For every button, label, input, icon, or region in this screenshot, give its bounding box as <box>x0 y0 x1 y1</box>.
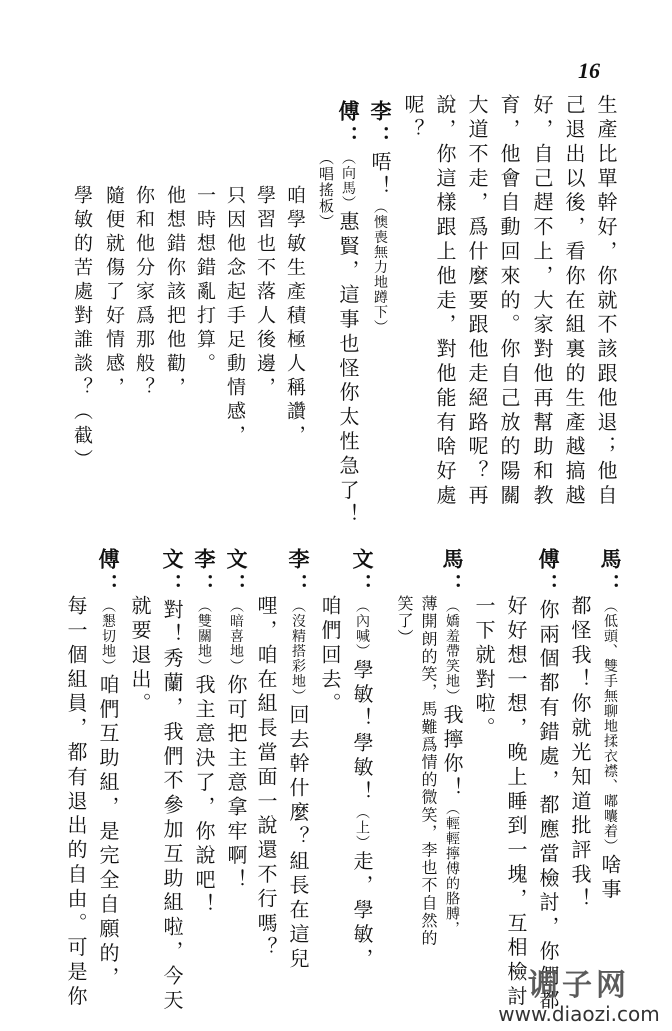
page-number: 16 <box>578 58 600 83</box>
speaker-label: 馬： <box>440 548 465 599</box>
stage-direction: （輕輕擰傅的胳膊， <box>444 801 460 937</box>
dialogue-line: 每一個組員，都有退出的自由。可是你 <box>64 595 88 1010</box>
stage-direction: （懇切地） <box>100 598 116 674</box>
prose-line: 生產比單幹好，你就不該跟他退；他自 <box>594 94 618 509</box>
prose-line: 呢？ <box>401 94 425 143</box>
prose-line: 大道不走，爲什麼要跟他走絕路呢？再 <box>465 94 489 509</box>
dialogue-text: 學敏！學敏！ <box>350 658 374 806</box>
speaker-label: 文： <box>160 548 185 599</box>
dialogue-line: 就要退出。 <box>128 595 152 717</box>
stage-direction: （暗喜地） <box>228 598 244 674</box>
song-line: 咱學敏生產積極人稱讚， <box>284 185 306 449</box>
stage-direction: 笑了） <box>395 595 414 646</box>
dialogue-text: 對！秀蘭，我們不參加互助組啦，今天 <box>160 598 184 1014</box>
stage-direction: （沒精搭彩地） <box>290 598 306 704</box>
stage-direction: （上） <box>354 805 370 851</box>
prose-line: 說，你這樣跟上他走，對他能有啥好處 <box>433 94 457 509</box>
dialogue-text: 你可把主意拿牢啊！ <box>224 673 248 894</box>
dialogue-text: 咱們互助組，是完全自願的， <box>96 673 120 992</box>
song-line: 你和他分家爲那般？ <box>133 185 155 401</box>
dialogue-line: 咱們回去。 <box>318 595 342 717</box>
dialogue-line: 都怪我！你就光知道批評我！ <box>568 595 592 913</box>
song-direction: （唱搖板） <box>317 150 335 230</box>
stage-direction: （向馬） <box>340 150 356 211</box>
site-watermark <box>486 960 672 1026</box>
dialogue-wen <box>224 548 249 894</box>
speaker-label: 文： <box>350 548 375 599</box>
speaker-label: 傅： <box>96 548 121 599</box>
watermark-url: www.diaozi.com <box>498 1002 660 1026</box>
dialogue-text: 回去幹什麼？組長在這兒 <box>286 703 310 973</box>
speaker-label: 文： <box>224 548 249 599</box>
dialogue-line: 好好想一想，晚上睡到一塊，互相檢討 <box>504 595 528 1010</box>
stage-direction: 薄開朗的笑，馬難爲情的微笑，李也不自然的 <box>419 595 438 947</box>
stage-direction: （低頭、雙手無聊地揉衣襟、嘟囔着） <box>602 598 618 854</box>
speaker-label: 傅： <box>536 548 561 599</box>
speaker-label: 李： <box>192 548 217 599</box>
stage-direction: （內喊） <box>354 598 370 659</box>
dialogue-wen <box>350 548 375 973</box>
song-line: 一時想錯亂打算。 <box>194 185 216 377</box>
speaker-label: 馬： <box>598 548 623 599</box>
dialogue-fu <box>336 100 361 529</box>
watermark-logo-text: 调子网 <box>528 968 630 1003</box>
dialogue-text: 走，學敏， <box>350 850 374 973</box>
speaker-label: 李： <box>286 548 311 599</box>
song-line: 只因他念起手足動情感， <box>224 185 246 449</box>
stage-direction: （懊喪無力地蹲下） <box>372 199 388 335</box>
speaker-label: 李： <box>368 100 393 151</box>
dialogue-text: 唔！ <box>368 150 392 200</box>
dialogue-ma <box>598 548 623 903</box>
song-line: 隨便就傷了好情感， <box>103 185 125 401</box>
dialogue-li <box>192 548 217 918</box>
dialogue-line: 哩，咱在組長當面一說還不行嗎？ <box>254 595 278 961</box>
prose-line: 好，自己趕不上，大家對他再幫助和教 <box>530 94 554 509</box>
dialogue-fu <box>536 548 561 1014</box>
dialogue-li <box>368 100 393 335</box>
dialogue-ma <box>440 548 465 937</box>
dialogue-wen <box>160 548 185 1014</box>
stage-direction: （雙關地） <box>196 598 212 674</box>
dialogue-fu <box>96 548 121 992</box>
stage-direction: （嬌羞帶笑地） <box>444 598 460 704</box>
dialogue-text: 你兩個都有錯處，都應當檢討，你們都 <box>536 598 560 1014</box>
dialogue-li <box>286 548 311 973</box>
dialogue-text: 啥事 <box>598 853 622 903</box>
dialogue-text: 我擰你！ <box>440 703 464 802</box>
song-line: 他想錯你該把他勸， <box>164 185 186 401</box>
dialogue-text: 我主意決了，你說吧！ <box>192 673 216 918</box>
song-line: 學敏的苦處對誰談？（截） <box>71 185 93 473</box>
prose-line: 育，他會自動回來的。你自己放的陽關 <box>497 94 521 509</box>
prose-line: 己退出以後，看你在組裏的生產越搞越 <box>562 94 586 509</box>
speaker-label: 傅： <box>336 100 361 151</box>
song-line: 學習也不落人後邊， <box>254 185 276 401</box>
dialogue-line: 一下就對啦。 <box>472 595 496 742</box>
dialogue-text: 惠賢，這事也怪你太性急了！ <box>336 210 360 529</box>
